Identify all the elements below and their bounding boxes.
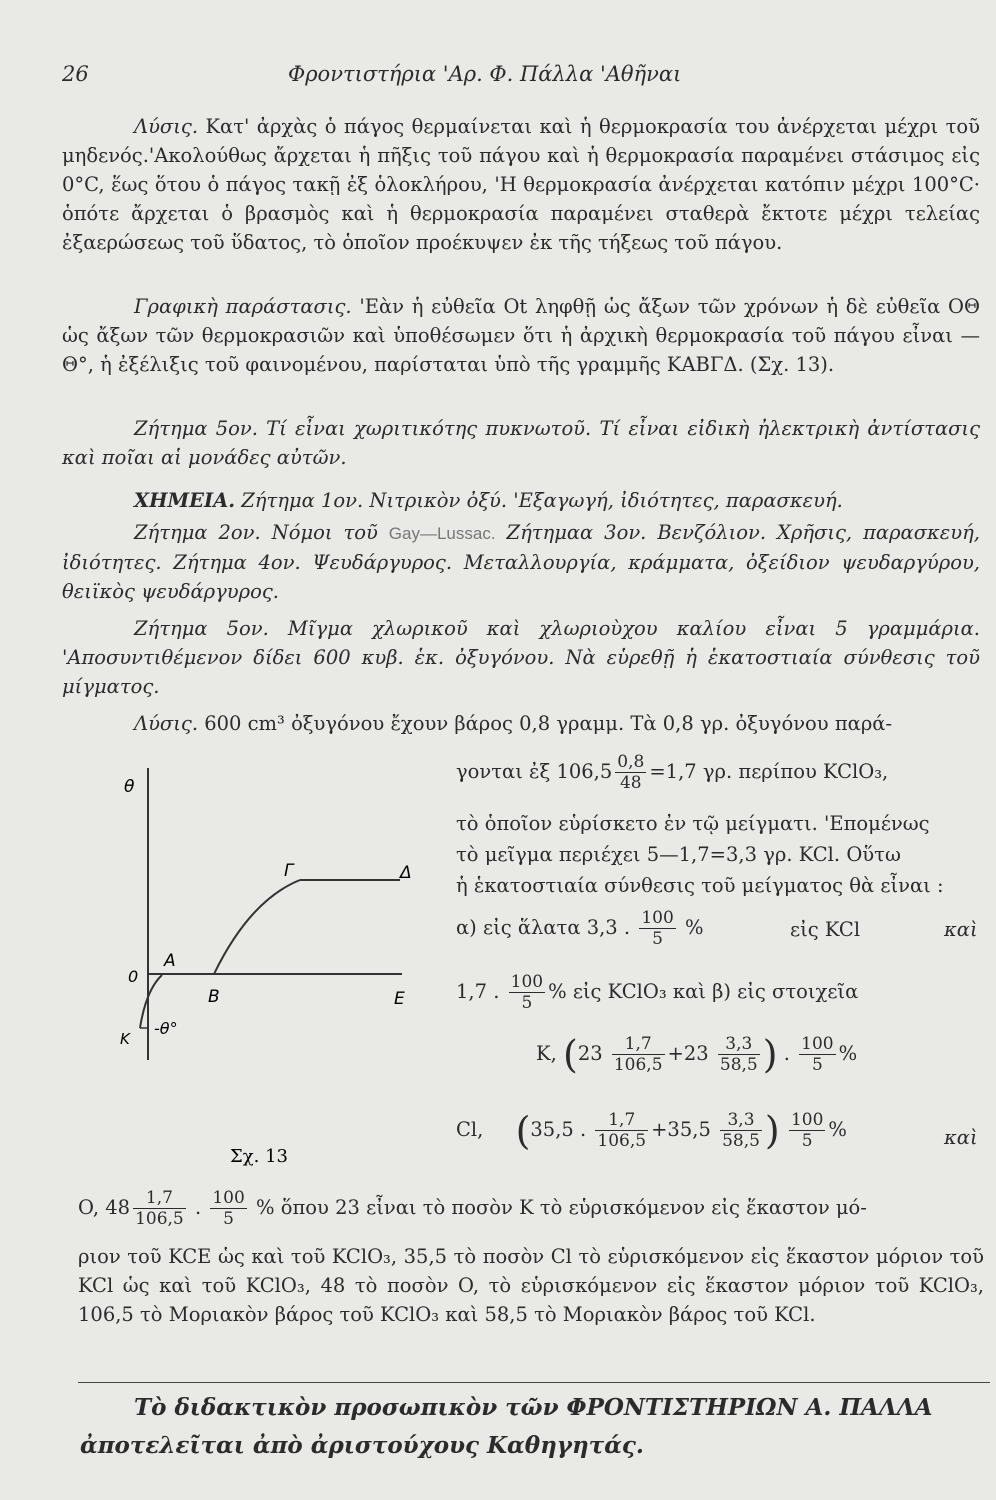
solution2-line1-text: 600 cm³ ὀξυγόνου ἔχουν βάρος 0,8 γραμμ. Τὰ 0,8 γρ. ὀξυγόνου παρά-: [204, 712, 893, 735]
o-den2: 5: [223, 1209, 234, 1229]
a-num: 100: [641, 908, 674, 928]
solution-text: Κατ' ἀρχὰς ὁ πάγος θερμαίνεται καὶ ἡ θερμοκρασία του ἀνέρχεται μέχρι τοῦ μηδενός.'Ακολούθως ἄρχεται ἡ πῆξις τοῦ πάγου καὶ ἡ θερμοκρασία παραμένει στάσιμος εἰς 0°C, ἕως ὅτου ὁ πάγος τακῇ ἐξ ὁλοκλήρου, 'Η θερμοκρασία ἀνέρχεται κατόπιν μέχρι 100°C· ὁπότε ἄρχεται ὁ βρασμὸς καὶ ἡ θερμοκρασία παραμένει σταθερὰ ἔκτοτε μέχρι τελείας ἐξαερώσεως τοῦ ὕδατος, τὸ ὁποῖον προέκυψεν ἐκ τῆς τήξεως τοῦ πάγου.: [62, 115, 980, 254]
chemistry-heading: ΧΗΜΕΙΑ.: [134, 489, 236, 512]
chemistry-q5-paragraph: [62, 614, 980, 701]
eq-o: [78, 1188, 867, 1229]
solution2-line1: [134, 712, 892, 735]
gontai-text: γονται ἐξ 106,5: [456, 760, 613, 783]
eq-k: [536, 1034, 857, 1075]
b-num: 100: [510, 972, 544, 992]
k-label: K,: [536, 1042, 557, 1065]
fraction-100-5-a: [639, 908, 675, 949]
label-kappa: K: [120, 1030, 130, 1048]
cl-355a: 35,5 .: [530, 1118, 587, 1141]
frac1-num: 0,8: [617, 752, 645, 772]
running-title: Φροντιστήρια 'Αρ. Φ. Πάλλα 'Αθῆναι: [288, 62, 682, 86]
tail-paragraph: [78, 1242, 984, 1329]
cl-num2: 3,3: [720, 1110, 762, 1131]
solution-label: Λύσις.: [134, 115, 199, 138]
solution2-line4: τὸ μεῖγμα περιέχει 5—1,7=3,3 γρ. KCl. Οὕτω: [456, 843, 901, 866]
label-minus-theta: -θ°: [154, 1019, 178, 1038]
figure-13: [110, 760, 430, 1180]
label-theta: θ: [124, 777, 135, 797]
eq-gontai: [456, 752, 888, 793]
eq-b: [456, 972, 858, 1013]
k-num1: 1,7: [612, 1034, 665, 1055]
o-den1: 106,5: [135, 1209, 184, 1229]
graphic-text: 'Εὰν ἡ εὐθεῖα Οt ληφθῇ ὡς ἄξων τῶν χρόνων ἡ δὲ εὐθεῖα ΟΘ ὡς ἄξων τῶν θερμοκρασιῶν καὶ ὑποθέσωμεν ὅτι ἡ ἀρχικὴ θερμοκρασία τοῦ πάγου εἶναι —Θ°, ἡ ἐξέλιξις τοῦ φαινομένου, παρίσταται ὑπὸ τῆς γραμμῆς ΚΑΒΓΔ. (Σχ. 13).: [62, 295, 981, 376]
cl-close-paren: ): [764, 1108, 780, 1153]
graphic-paragraph: [62, 292, 980, 379]
label-epsilon: E: [394, 989, 405, 1009]
solution2-line5: ἡ ἑκατοστιαία σύνθεσις τοῦ μείγματος θὰ εἶναι :: [456, 874, 944, 897]
o-dot: .: [194, 1196, 202, 1219]
k-plus23: +23: [667, 1042, 709, 1065]
fraction-100-5-o: [210, 1188, 246, 1229]
a-kai: καὶ: [944, 918, 978, 941]
o-num2: 100: [212, 1188, 245, 1208]
k-den3: 5: [811, 1055, 823, 1075]
b-percent: %: [548, 980, 567, 1003]
gay-lussac: Gay—Lussac.: [388, 524, 496, 543]
label-alpha: A: [164, 951, 176, 971]
o-prefix: O, 48: [78, 1196, 131, 1219]
solution2-line3: τὸ ὁποῖον εὑρίσκετο ἐν τῷ μείγματι. 'Επομένως: [456, 812, 930, 835]
fraction-100-5-b: [509, 972, 545, 1013]
label-beta: B: [208, 987, 220, 1007]
footer-line1: Τὸ διδακτικὸν προσωπικὸν τῶν ΦΡΟΝΤΙΣΤΗΡΙΩΝ Α. ΠΑΛΛΑ: [134, 1394, 933, 1421]
cl-label: Cl,: [456, 1118, 484, 1141]
graphic-label: Γραφικὴ παράστασις.: [134, 295, 352, 318]
cl-plus355: +35,5: [651, 1118, 711, 1141]
cl-kai: καὶ: [944, 1126, 978, 1149]
chemistry-q2-rest: Ζήτημαα 3ον. Βενζόλιον. Χρῆσις, παρασκευή, ἰδιότητες. Ζήτημα 4ον. Ψευδάργυρος. Μεταλλουργία, κράμματα, ὀξείδιον ψευδαργύρου, θειϊκὸς ψευδάργυρος.: [62, 521, 980, 603]
k-open-paren: (: [562, 1032, 578, 1077]
figure-caption: Σχ. 13: [230, 1146, 288, 1167]
a-percent: %: [684, 916, 704, 939]
tail-text: ριον τοῦ KCE ὡς καὶ τοῦ KClO₃, 35,5 τὸ ποσὸν Cl τὸ εὑρισκόμενον εἰς ἕκαστον μόριον τοῦ KCl ὡς καὶ τοῦ KClO₃, 48 τὸ ποσὸν O, τὸ εὑρισκόμενον εἰς ἕκαστον μόριον τοῦ KClO₃, 106,5 τὸ Μοριακὸν βάρος τοῦ KClO₃ καὶ 58,5 τὸ Μοριακὸν βάρος τοῦ KCl.: [78, 1245, 984, 1326]
curve-bgamma: [214, 880, 300, 974]
chemistry-q2-start: Ζήτημα 2ον. Νόμοι τοῦ: [134, 521, 378, 544]
fraction-08-48: [615, 752, 646, 793]
a-prefix: α) εἰς ἅλατα 3,3 .: [456, 916, 631, 939]
k-den2: 58,5: [719, 1055, 758, 1075]
eq-cl: [456, 1110, 847, 1151]
cl-den1: 106,5: [597, 1131, 647, 1151]
fraction-33-585-k: [718, 1034, 760, 1075]
eq-a: [456, 908, 704, 949]
b-suffix: εἰς KClO₃ καὶ β) εἰς στοιχεῖα: [572, 980, 859, 1003]
chemistry-q1-text: Ζήτημα 1ον. Νιτρικὸν ὀξύ. 'Εξαγωγή, ἰδιότητες, παρασκευή.: [241, 489, 843, 512]
b-prefix: 1,7 .: [456, 980, 500, 1003]
fraction-17-1065-o: [133, 1188, 186, 1229]
fraction-17-1065-cl: [595, 1110, 648, 1151]
solution2-label: Λύσις.: [134, 712, 199, 735]
k-num3: 100: [801, 1034, 834, 1054]
cl-open-paren: (: [515, 1108, 531, 1153]
k-num2: 3,3: [718, 1034, 760, 1055]
cl-den3: 5: [801, 1131, 813, 1151]
fraction-33-585-cl: [720, 1110, 762, 1151]
b-den: 5: [521, 993, 533, 1013]
page-number: 26: [62, 62, 89, 86]
fraction-17-1065-k: [612, 1034, 665, 1075]
label-gamma: Γ: [284, 861, 294, 881]
cl-percent: %: [828, 1118, 847, 1141]
label-delta: Δ: [400, 863, 412, 883]
question-5-text: Ζήτημα 5ον. Τί εἶναι χωριτικότης πυκνωτοῦ. Τί εἶναι εἰδικὴ ἠλεκτρικὴ ἀντίστασις καὶ ποῖαι αἱ μονάδες αὐτῶν.: [62, 417, 980, 469]
frac1-den: 48: [619, 773, 642, 793]
a-den: 5: [652, 929, 663, 949]
fraction-100-5-k: [799, 1034, 835, 1075]
k-percent: %: [838, 1042, 858, 1065]
o-num1: 1,7: [133, 1188, 186, 1209]
o-suffix: % ὅπου 23 εἶναι τὸ ποσὸν K τὸ εὑρισκόμενον εἰς ἕκαστον μό-: [256, 1196, 867, 1219]
footer-rule: [78, 1382, 990, 1383]
chemistry-q2-paragraph: [62, 518, 980, 606]
chemistry-q5-text: Ζήτημα 5ον. Μῖγμα χλωρικοῦ καὶ χλωριοὺχου καλίου εἶναι 5 γραμμάρια. 'Αποσυντιθέμενον δίδει 600 κυβ. ἑκ. ὀξυγόνου. Νὰ εὑρεθῇ ἡ ἑκατοστιαία σύνθεσις τοῦ μίγματος.: [62, 617, 980, 698]
a-suffix: εἰς KCl: [790, 918, 861, 941]
footer-line2: ἀποτελεῖται ἀπὸ ἀριστούχους Καθηγητάς.: [80, 1432, 644, 1459]
cl-den2: 58,5: [722, 1131, 760, 1151]
k-dot: .: [783, 1042, 790, 1065]
label-zero: 0: [128, 967, 139, 986]
k-den1: 106,5: [613, 1055, 663, 1075]
chemistry-q1: [62, 486, 980, 515]
cl-num3: 100: [790, 1110, 824, 1130]
after-frac1: =1,7 γρ. περίπου KClO₃,: [649, 760, 889, 783]
fraction-100-5-cl: [789, 1110, 825, 1151]
question-5-paragraph: [62, 414, 980, 472]
cl-num1: 1,7: [595, 1110, 648, 1131]
solution-paragraph: [62, 112, 980, 257]
k-23a: 23: [577, 1042, 603, 1065]
k-close-paren: ): [762, 1032, 778, 1077]
